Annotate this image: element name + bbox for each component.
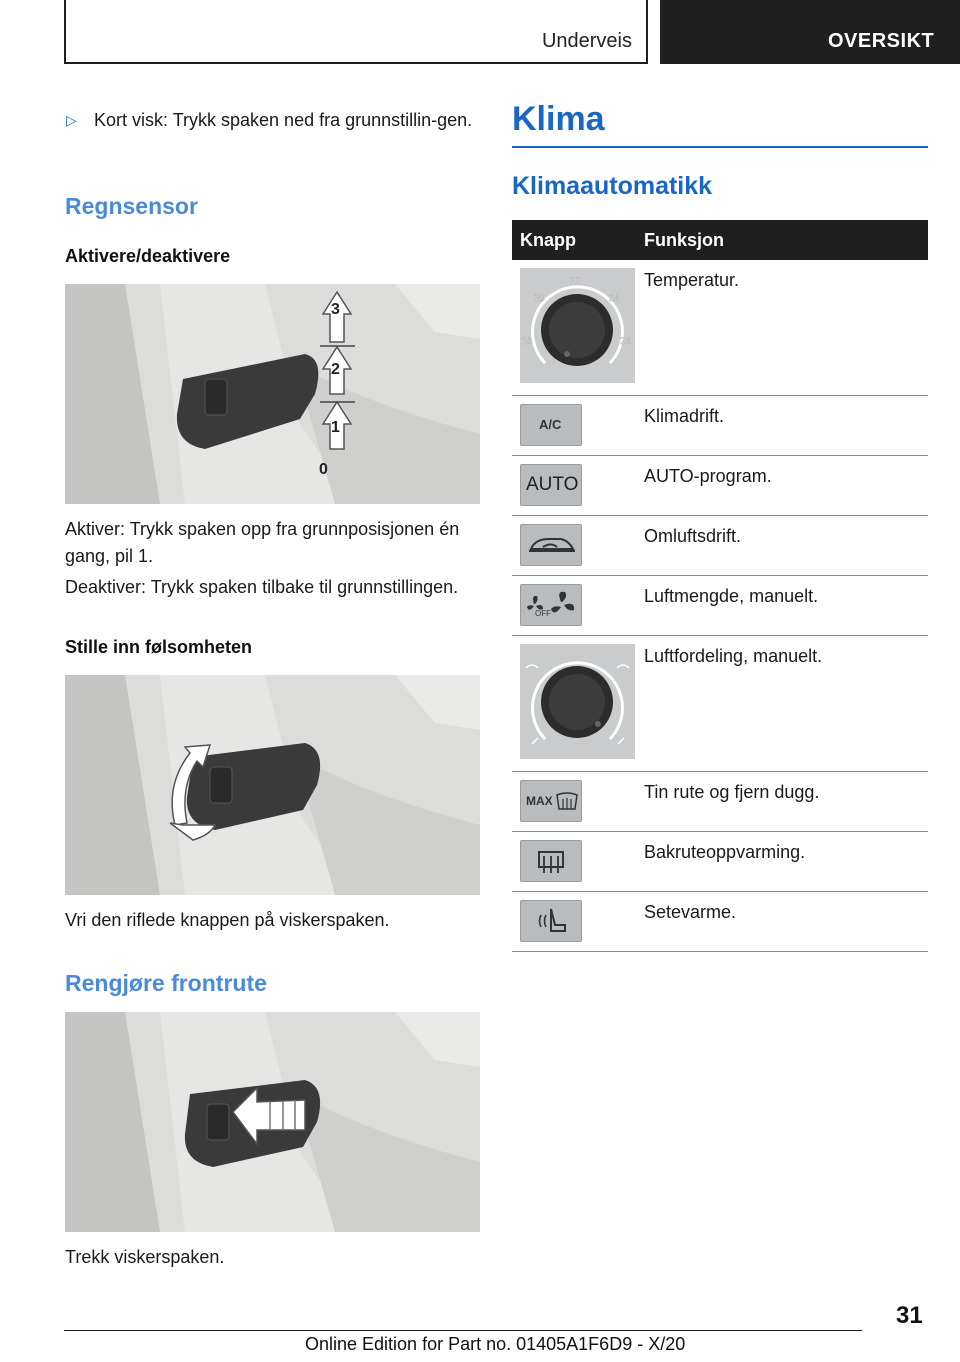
function-seat-heating: Setevarme.: [644, 902, 737, 922]
chapter-tab-label: OVERSIKT: [828, 30, 935, 52]
ac-button-icon: [520, 404, 582, 446]
sensitivity-text: Vri den riflede knappen på viskerspaken.: [65, 910, 390, 930]
temperature-dial-icon: [520, 268, 635, 383]
klimaautomatikk-heading: Klimaautomatikk: [512, 172, 713, 200]
recirculation-button-icon: [520, 524, 582, 566]
klima-rule: [512, 146, 928, 148]
klima-title: Klima: [512, 100, 605, 138]
rear-window-heat-button-icon: [520, 840, 582, 882]
wiper-pull-image: [65, 1012, 480, 1232]
sensitivity-heading: Stille inn følsomheten: [65, 637, 253, 657]
function-ac: Klimadrift.: [644, 406, 725, 426]
lever-label-0: 0: [319, 461, 328, 478]
chapter-tab[interactable]: [660, 0, 960, 64]
col-button-header: Knapp: [520, 230, 576, 250]
auto-button-label: AUTO: [526, 474, 579, 495]
function-temperature: Temperatur.: [644, 270, 740, 290]
table-row: [512, 832, 928, 892]
max-defrost-button-icon: [520, 780, 582, 822]
table-row: [512, 396, 928, 456]
bullet-text: Kort visk: Trykk spaken ned fra grunnstillin-gen.: [94, 110, 473, 130]
dial-label-24: 24: [609, 293, 621, 304]
table-row: [512, 456, 928, 516]
activate-heading: Aktivere/deaktivere: [65, 246, 231, 266]
dial-label-26: 26: [620, 336, 632, 347]
short-wipe-bullet: [66, 107, 476, 134]
activate-text: Aktiver: Trykk spaken opp fra grunnposisjonen én gang, pil 1.: [65, 519, 460, 566]
bullet-triangle-icon: ▷: [66, 112, 77, 128]
lever-label-2: 2: [331, 361, 340, 378]
table-row: [512, 772, 928, 832]
function-rear-window-heat: Bakruteoppvarming.: [644, 842, 806, 862]
wiper-sensitivity-image: [65, 675, 480, 895]
footer-edition: Online Edition for Part no. 01405A1F6D9 - X/20: [305, 1334, 686, 1354]
auto-button-icon: [520, 464, 582, 506]
function-fan: Luftmengde, manuelt.: [644, 586, 819, 606]
function-max-defrost: Tin rute og fjern dugg.: [644, 782, 820, 802]
fan-button-icon: [520, 584, 582, 626]
table-row: [512, 892, 928, 952]
col-function-header: Funksjon: [644, 230, 724, 250]
wiper-lever-positions-image: [65, 284, 480, 504]
clean-heading: Rengjøre frontrute: [65, 970, 267, 996]
lever-label-1: 1: [331, 419, 340, 436]
fan-off-label: OFF: [535, 609, 551, 618]
section-tab[interactable]: [64, 0, 648, 64]
function-recirculation: Omluftsdrift.: [644, 526, 742, 546]
footer-rule: [64, 1330, 862, 1331]
table-header: [512, 220, 928, 260]
function-auto: AUTO-program.: [644, 466, 772, 486]
dial-label-20: 20: [534, 293, 546, 304]
clean-text: Trekk viskerspaken.: [65, 1247, 225, 1267]
seat-heating-button-icon: [520, 900, 582, 942]
function-air-distribution: Luftfordeling, manuelt.: [644, 646, 823, 666]
climate-controls-table: [512, 220, 928, 952]
page-number: 31: [896, 1302, 923, 1329]
ac-button-label: A/C: [539, 417, 562, 432]
dial-label-22: 22: [570, 276, 582, 287]
table-row: [512, 516, 928, 576]
table-row: [512, 260, 928, 396]
deactivate-text: Deaktiver: Trykk spaken tilbake til grunnstillingen.: [65, 577, 459, 597]
lever-label-3: 3: [331, 301, 340, 318]
table-row: [512, 576, 928, 636]
section-tab-label: Underveis: [541, 30, 632, 52]
table-row: [512, 636, 928, 772]
air-distribution-dial-icon: [520, 644, 635, 759]
max-label: MAX: [526, 794, 553, 808]
rain-sensor-heading: Regnsensor: [65, 193, 198, 219]
dial-label-18: 18: [521, 336, 533, 347]
